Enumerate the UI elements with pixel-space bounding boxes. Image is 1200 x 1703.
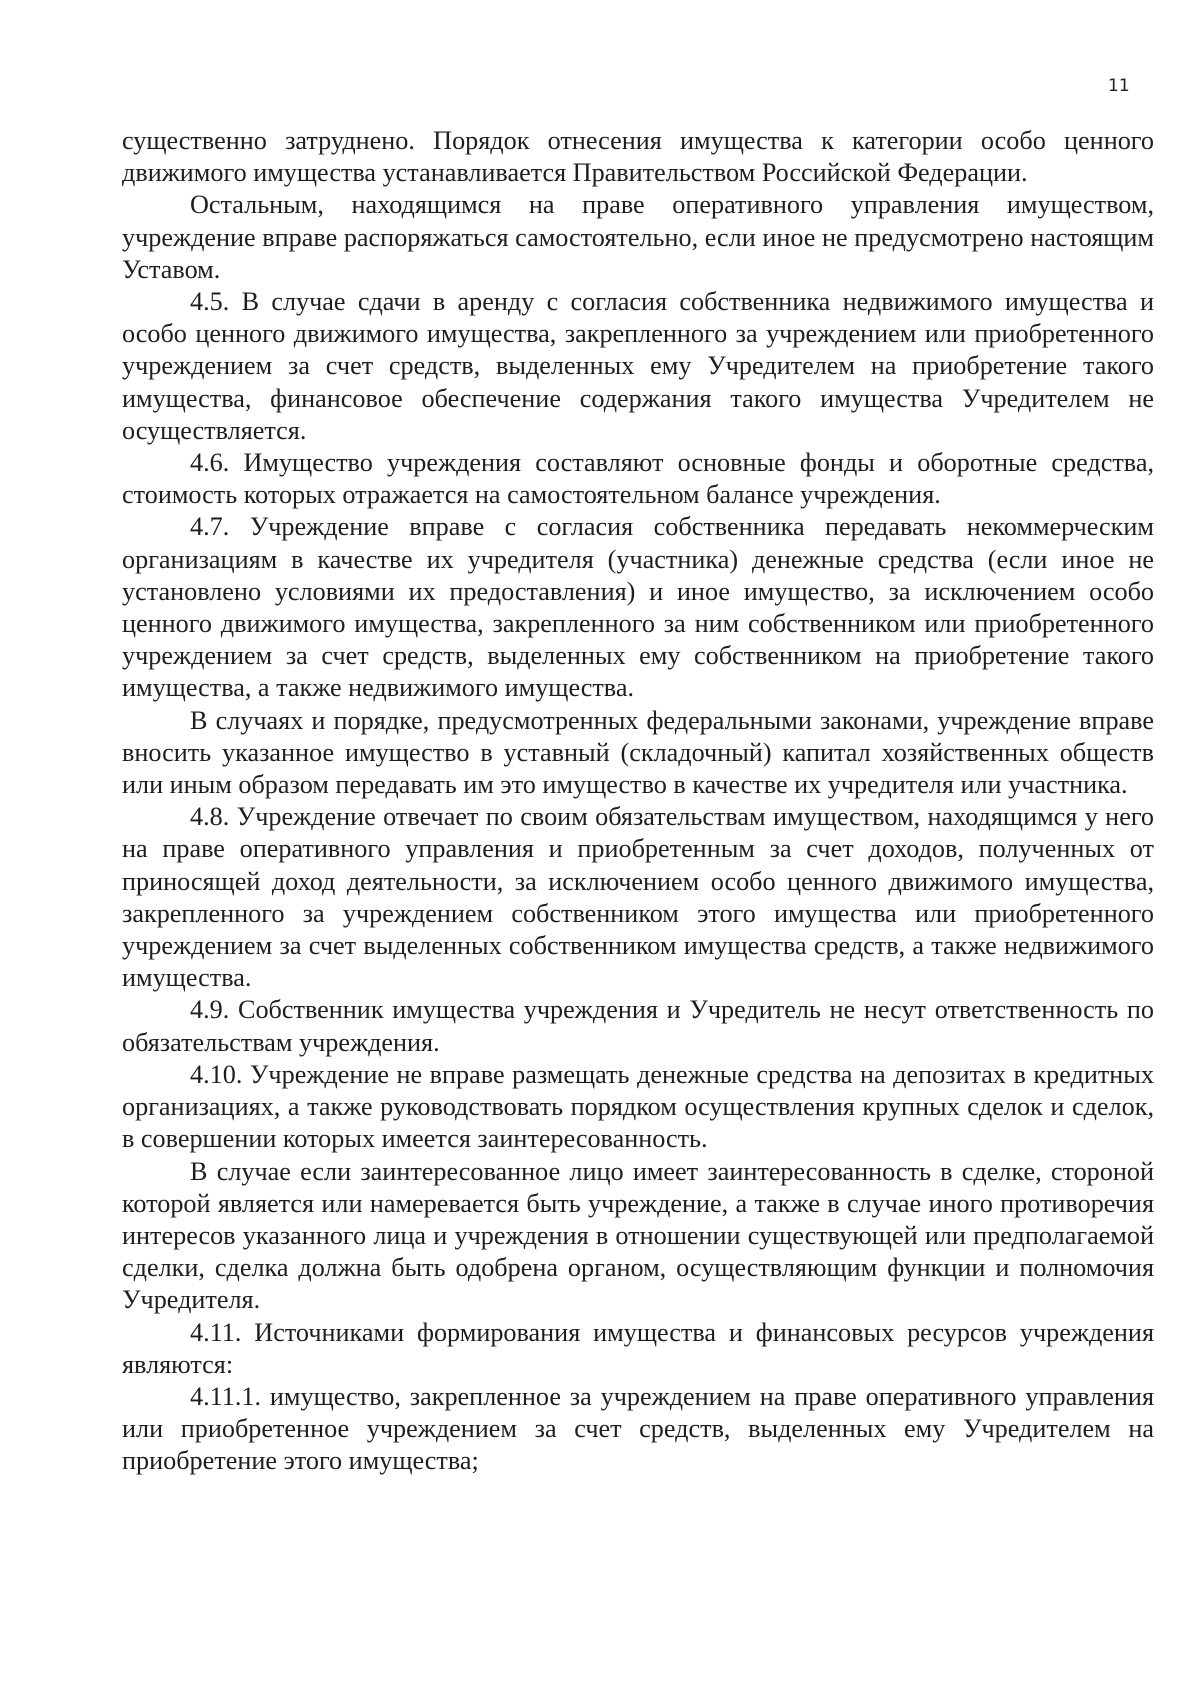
paragraph-4-7: 4.7. Учреждение вправе с согласия собственника передавать некоммерческим организациям в качестве их учредителя (участника) денежные средства (если иное не установлено условиями их предоставления) и иное имущество, за исключением особо ценного движимого имущества, закрепленного за ним собственником или приобретенного учреждением за счет средств, выделенных ему собственником на приобретение такого имущества, а также недвижимого имущества. xyxy=(122,512,1154,703)
paragraph-4-10-interest: В случае если заинтересованное лицо имеет заинтересованность в сделке, стороной которой является или намеревается быть учреждение, а также в случае иного противоречия интересов указанного лица и учреждения в отношении существующей или предполагаемой сделки, сделка должна быть одобрена органом, осуществляющим функции и полномочия Учредителя. xyxy=(122,1156,1154,1315)
paragraph-continuation: существенно затруднено. Порядок отнесения имущества к категории особо ценного движимого имущества устанавливается Правительством Российской Федерации. xyxy=(122,126,1154,188)
paragraph-4-7-cases: В случаях и порядке, предусмотренных федеральными законами, учреждение вправе вносить указанное имущество в уставный (складочный) капитал хозяйственных обществ или иным образом передавать им это имущество в качестве их учредителя или участника. xyxy=(122,705,1154,800)
document-body xyxy=(122,125,1154,1478)
paragraph-4-5: 4.5. В случае сдачи в аренду с согласия собственника недвижимого имущества и особо ценного движимого имущества, закрепленного за учреждением или приобретенного учреждением за счет средств, выделенных ему Учредителем на приобретение такого имущества, финансовое обеспечение содержания такого имущества Учредителем не осуществляется. xyxy=(122,287,1154,445)
paragraph-4-9: 4.9. Собственник имущества учреждения и Учредитель не несут ответственность по обязательствам учреждения. xyxy=(122,995,1154,1057)
paragraph-4-11: 4.11. Источниками формирования имущества и финансовых ресурсов учреждения являются: xyxy=(122,1317,1154,1379)
paragraph-4-8: 4.8. Учреждение отвечает по своим обязательствам имуществом, находящимся у него на праве оперативного управления и приобретенным за счет доходов, полученных от приносящей доход деятельности, за исключением особо ценного движимого имущества, закрепленного за учреждением собственником этого имущества или приобретенного учреждением за счет выделенных собственником имущества средств, а также недвижимого имущества. xyxy=(122,802,1154,993)
paragraph-4-11-1: 4.11.1. имущество, закрепленное за учреждением на праве оперативного управления или приобретенное учреждением за счет средств, выделенных ему Учредителем на приобретение этого имущества; xyxy=(122,1381,1154,1476)
paragraph-remaining-property: Остальным, находящимся на праве оперативного управления имуществом, учреждение вправе распоряжаться самостоятельно, если иное не предусмотрено настоящим Уставом. xyxy=(122,190,1154,284)
paragraph-4-10: 4.10. Учреждение не вправе размещать денежные средства на депозитах в кредитных организациях, а также руководствовать порядком осуществления крупных сделок и сделок, в совершении которых имеется заинтересованность. xyxy=(122,1059,1154,1154)
paragraph-4-6: 4.6. Имущество учреждения составляют основные фонды и оборотные средства, стоимость которых отражается на самостоятельном балансе учреждения. xyxy=(122,448,1154,510)
page-number: 11 xyxy=(1108,76,1130,96)
